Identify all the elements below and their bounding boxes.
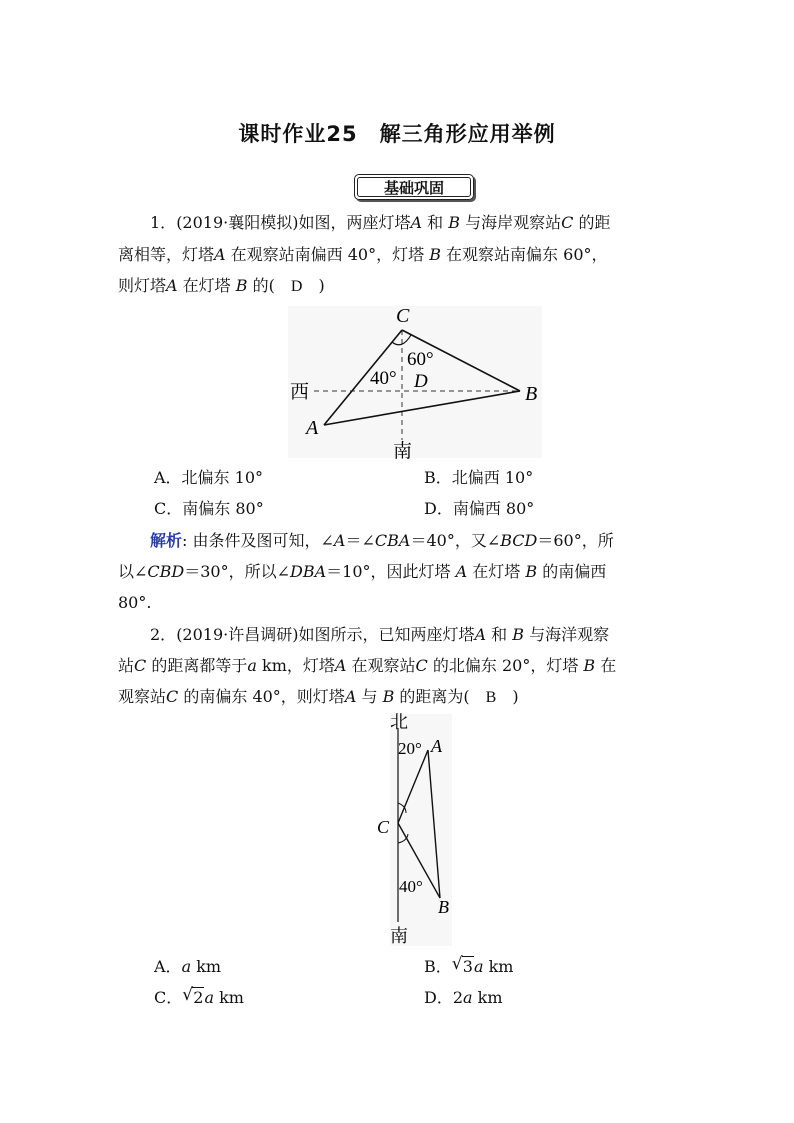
q1-line-1 (118, 208, 710, 238)
label-a: A (431, 736, 442, 756)
solution-text: ＝∠ (345, 531, 375, 550)
q1-line-2 (118, 240, 678, 270)
var-bcd: BCD (500, 531, 538, 550)
solution-text: ＝30°，所以∠ (184, 562, 291, 581)
q1-solution-line-3: 80°. (118, 593, 152, 612)
q1-answer: D (290, 278, 303, 295)
q2-option-a (154, 952, 221, 982)
q2-option-c (154, 983, 244, 1013)
q2-text: 的南偏东 40°，则灯塔 (178, 687, 345, 706)
solution-text: ＝40°，又∠ (410, 531, 501, 550)
option-unit: km (483, 957, 514, 976)
option-var: a (204, 988, 214, 1007)
var-b: B (382, 687, 395, 706)
var-b: B (429, 245, 441, 264)
option-var: a (473, 957, 484, 976)
q2-text: 观察站 (118, 687, 167, 706)
option-label: C． (154, 988, 183, 1007)
var-b: B (583, 656, 596, 675)
q2-text: 的距离都等于 (146, 656, 248, 675)
option-unit: km (213, 988, 244, 1007)
q2-text: 如图所示，已知两座灯塔 (298, 625, 475, 644)
label-south: 南 (393, 440, 413, 462)
solution-text: ＝10°，因此灯塔 (326, 562, 456, 581)
q2-text: 站 (118, 656, 135, 675)
label-angle-40: 40° (399, 877, 423, 896)
solution-label: 解析 (150, 531, 183, 550)
label-angle-40: 40° (370, 368, 397, 389)
q2-text: 的北偏东 20°，灯塔 (427, 656, 584, 675)
q1-option-b: B．北偏西 10° (424, 468, 534, 487)
option-var: a (181, 957, 192, 976)
var-a-lower: a (247, 656, 257, 675)
q1-text: 在观察站南偏东 60°， (440, 245, 608, 264)
q2-source: (2019·许昌调研) (176, 625, 299, 644)
var-a: A (410, 213, 423, 232)
var-b: B (512, 625, 525, 644)
option-label: A． (154, 957, 182, 976)
var-a: A (334, 656, 347, 675)
var-c: C (561, 213, 574, 232)
var-c: C (134, 656, 147, 675)
q2-line-3 (118, 682, 678, 713)
var-c: C (415, 656, 428, 675)
label-west: 西 (290, 381, 310, 403)
label-c: C (396, 305, 410, 327)
option-unit: km (472, 988, 503, 1007)
var-dba: DBA (290, 562, 327, 581)
var-b: B (235, 276, 248, 295)
q1-text: 如图，两座灯塔 (298, 213, 411, 232)
q1-option-c: C．南偏东 80° (154, 499, 264, 518)
sqrt-symbol: √ 3 (451, 954, 473, 976)
label-c: C (377, 817, 390, 837)
q2-figure (370, 710, 465, 950)
q1-text: 在观察站南偏西 40°，灯塔 (225, 245, 430, 264)
q2-text: 在 (595, 656, 617, 675)
radicand: 2 (193, 988, 204, 1007)
section-badge (354, 174, 474, 200)
q1-text: 与海岸观察站 (460, 213, 562, 232)
q2-number: 2． (150, 625, 177, 644)
q1-text: ) (302, 276, 325, 295)
q1-text: 和 (422, 213, 449, 232)
var-a: A (333, 531, 346, 550)
solution-text: 在灯塔 (467, 562, 526, 581)
q1-solution-line-1 (118, 526, 710, 556)
var-c: C (166, 687, 179, 706)
label-b: B (438, 897, 449, 917)
q1-figure (280, 300, 550, 465)
radicand: 3 (462, 957, 473, 976)
q1-solution-line-2 (118, 557, 678, 587)
option-coef: 2 (452, 988, 464, 1007)
label-south: 南 (390, 926, 408, 947)
var-a: A (474, 625, 487, 644)
q1-number: 1． (150, 213, 177, 232)
var-b: B (525, 562, 538, 581)
q2-answer: B (485, 689, 497, 706)
q2-text: 在观察站 (346, 656, 416, 675)
option-var: a (463, 988, 473, 1007)
var-cbd: CBD (147, 562, 185, 581)
q2-option-d (424, 983, 503, 1013)
var-b: B (448, 213, 461, 232)
q2-text: 和 (486, 625, 513, 644)
option-label: B． (424, 957, 452, 976)
q1-text: 的距 (573, 213, 611, 232)
solution-text: 的南偏西 (537, 562, 607, 581)
solution-text: ＝60°，所 (537, 531, 614, 550)
label-angle-60: 60° (407, 349, 434, 370)
var-a: A (455, 562, 468, 581)
q2-line-2 (118, 651, 678, 681)
label-a: A (306, 417, 319, 439)
q2-text: 与海洋观察 (524, 625, 610, 644)
label-b: B (525, 383, 538, 405)
q2-text: ) (496, 687, 519, 706)
q1-text: 的( (247, 276, 291, 295)
q1-text: 离相等，灯塔 (118, 245, 215, 264)
q2-line-1 (118, 620, 710, 650)
label-d: D (414, 371, 428, 392)
var-a: A (166, 276, 178, 295)
q1-text: 则灯塔 (118, 276, 167, 295)
q2-text: 的距离为( (394, 687, 486, 706)
q1-option-d: D．南偏西 80° (424, 499, 535, 518)
solution-text: 以∠ (118, 562, 148, 581)
q1-line-3 (118, 271, 678, 302)
q2-text: 与 (356, 687, 383, 706)
q2-text: km，灯塔 (256, 656, 335, 675)
label-angle-20: 20° (398, 739, 422, 758)
label-north: 北 (390, 712, 408, 733)
q1-option-a: A．北偏东 10° (154, 468, 264, 487)
option-label: D． (424, 988, 453, 1007)
sqrt-symbol: √ 2 (182, 985, 204, 1007)
q1-source: (2019·襄阳模拟) (176, 213, 299, 232)
option-unit: km (191, 957, 222, 976)
q2-option-b (424, 952, 513, 982)
var-a: A (344, 687, 357, 706)
page-title: 课时作业25 解三角形应用举例 (238, 122, 556, 146)
solution-text: : 由条件及图可知，∠ (182, 531, 334, 550)
var-a: A (214, 245, 226, 264)
section-badge-label: 基础巩固 (357, 177, 471, 197)
q1-text: 在灯塔 (177, 276, 236, 295)
var-cba: CBA (374, 531, 411, 550)
